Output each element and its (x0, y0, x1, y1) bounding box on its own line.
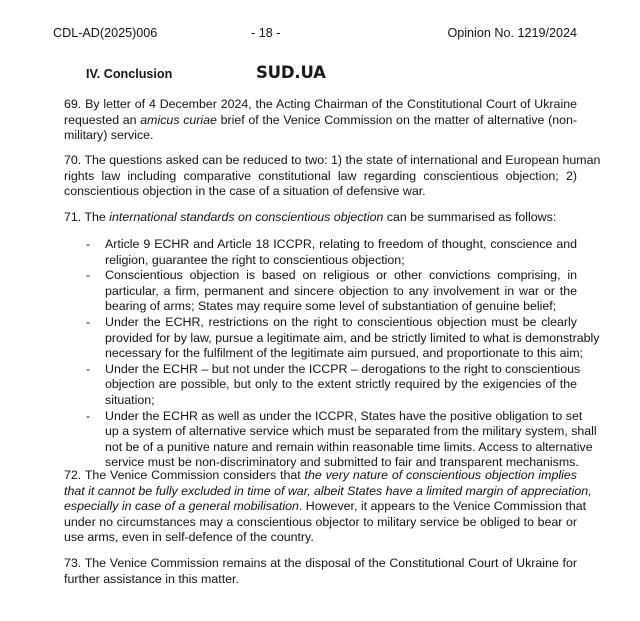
paragraph-69 (64, 97, 577, 144)
list-item: - Conscientious objection is based on religious or other convictions comprising, in particular, a firm, permanent and sincere objection to any involvement in war or the bearing of arms; States may require some level of substantiation of genuine belief; (86, 268, 577, 314)
italic-quote: the very nature of conscientious objection implies (304, 468, 577, 482)
watermark-logo: SUD.UA (256, 63, 326, 82)
dash-bullet-icon: - (86, 314, 91, 329)
list-item: - Under the ECHR – but not under the ICCPR – derogations to the right to conscientious objection are possible, but only to the extent strictly required by the exigencies of the situation; (86, 361, 581, 407)
paragraph-line: 69. By letter of 4 December 2024, the Acting Chairman of the Constitutional Court of Ukraine (64, 97, 577, 111)
paragraph-72 (64, 468, 592, 546)
list-item: - Under the ECHR, restrictions on the right to conscientious objection must be clearly provided for by law, pursue a legitimate aim, and be strictly limited to what is demonstrably necessary for the fulfilment of the legitimate aim pursued, and proportionate to this aim; (86, 314, 600, 361)
dash-bullet-icon: - (86, 268, 91, 283)
paragraph-line: conscientious objection in the case of a situation of defensive war. (64, 184, 426, 199)
dash-bullet-icon: - (86, 361, 91, 376)
italic-quote: that it cannot be fully excluded in time of war, albeit States have a limited margin of appreciation, (64, 483, 592, 498)
list-item: - Article 9 ECHR and Article 18 ICCPR, relating to freedom of thought, conscience and religion, guarantee the right to conscientious objection; (86, 237, 577, 267)
paragraph-70 (64, 153, 601, 200)
italic-term: international standards on conscientious objection (109, 210, 384, 224)
paragraph-line: rights law including comparative constitutional law regarding conscientious objection; 2) (64, 168, 577, 183)
paragraph-73 (64, 556, 577, 587)
page-number: - 18 - (251, 26, 281, 40)
paragraph-line: 73. The Venice Commission remains at the disposal of the Constitutional Court of Ukraine for (64, 556, 577, 570)
paragraph-71 (64, 210, 577, 226)
paragraph-line: military) service. (64, 128, 154, 143)
document-reference: CDL-AD(2025)006 (53, 26, 158, 40)
paragraph-line: use arms, even in self-defence of the country. (64, 530, 314, 545)
opinion-number: Opinion No. 1219/2024 (447, 26, 577, 40)
list-item: - Under the ECHR as well as under the ICCPR, States have the positive obligation to set up a system of alternative service which must be separated from the military system, shall not be of a punitive nature and remain within reasonable time limits. Access to alternative service must be non-discriminatory and submitted to fair and transparent mechanisms. (86, 408, 597, 470)
paragraph-line: under no circumstances may a conscientious objector to military service be obliged to bear or (64, 514, 577, 529)
paragraph-line: further assistance in this matter. (64, 571, 239, 586)
paragraph-line: requested an amicus curiae brief of the Venice Commission on the matter of alternative (non- (64, 112, 578, 127)
paragraph-line (64, 483, 592, 500)
italic-term: amicus curiae (140, 112, 217, 127)
standards-bullet-list (64, 237, 600, 471)
paragraph-line: 70. The questions asked can be reduced to two: 1) the state of international and European human (64, 153, 601, 167)
dash-bullet-icon: - (86, 408, 91, 423)
section-heading: IV. Conclusion (86, 67, 173, 81)
paragraph-line: 71. The international standards on conscientious objection can be summarised as follows: (64, 210, 557, 224)
italic-quote: especially in case of a general mobilisation (64, 499, 299, 514)
paragraph-line: 72. The Venice Commission considers that the very nature of conscientious objection implies (64, 468, 577, 482)
paragraph-line: especially in case of a general mobilisation. However, it appears to the Venice Commission that (64, 499, 587, 514)
dash-bullet-icon: - (86, 237, 91, 251)
